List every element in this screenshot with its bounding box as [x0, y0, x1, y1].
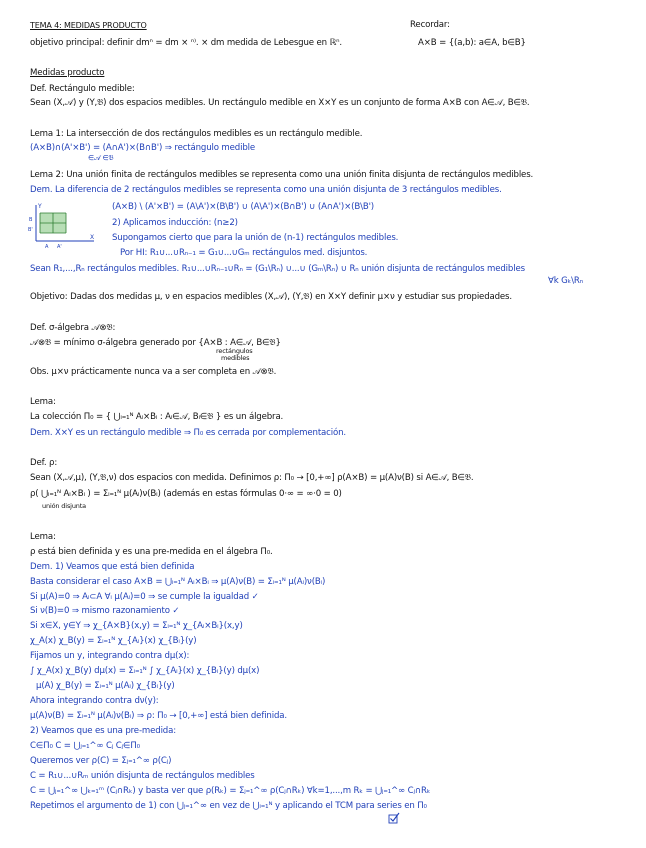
note-line: Sean (X,𝒜,μ), (Y,𝔅,ν) dos espacios con medida. Definimos ρ: Π₀ → [0,+∞] ρ(A×B) = μ(A)ν(B) si A∈𝒜, B∈𝔅.	[30, 473, 474, 483]
note-line: Basta considerar el caso A×B = ⋃ᵢ₌₁ᴺ Aᵢ×Bᵢ ⇒ μ(A)ν(B) = Σᵢ₌₁ᴺ μ(Aᵢ)ν(Bᵢ)	[30, 577, 326, 587]
note-line: medibles	[221, 354, 250, 362]
x-label: X	[90, 234, 95, 241]
note-line: ∈𝒜 ∈𝔅	[88, 154, 114, 162]
note-line: μ(A) χ_B(y) = Σᵢ₌₁ᴺ μ(Aᵢ) χ_{Bᵢ}(y)	[36, 681, 175, 691]
note-line: Dem. La diferencia de 2 rectángulos medibles se representa como una unión disjunta de 3 rectángulos medibles.	[30, 185, 502, 195]
note-line: C = ⋃ⱼ₌₁^∞ ⋃ₖ₌₁ᵐ (Cⱼ∩Rₖ) y basta ver que ρ(Rₖ) = Σⱼ₌₁^∞ ρ(Cⱼ∩Rₖ) ∀k=1,...,m Rₖ = ⋃ⱼ₌₁^∞ Cⱼ∩Rₖ	[30, 786, 431, 796]
note-line: Supongamos cierto que para la unión de (n-1) rectángulos medibles.	[112, 233, 399, 243]
note-line: Objetivo: Dadas dos medidas μ, ν en espacios medibles (X,𝒜), (Y,𝔅) en X×Y definir μ×ν y estudiar sus propiedades.	[30, 292, 512, 302]
note-line: Def. σ-álgebra 𝒜⊗𝔅:	[30, 323, 116, 333]
page-title: TEMA 4: MEDIDAS PRODUCTO	[30, 21, 147, 30]
note-line: Ahora integrando contra dν(y):	[30, 696, 159, 706]
check-icon	[388, 812, 400, 824]
note-line: ρ( ⋃ᵢ₌₁ᴺ Aᵢ×Bᵢ ) = Σᵢ₌₁ᴺ μ(Aᵢ)ν(Bᵢ) (además en estas fórmulas 0·∞ = ∞·0 = 0)	[30, 489, 342, 499]
note-line: Repetimos el argumento de 1) con ⋃ⱼ₌₁^∞ en vez de ⋃ᵢ₌₁ᴺ y aplicando el TCM para series en Π₀	[30, 801, 427, 811]
note-line: La colección Π₀ = { ⋃ᵢ₌₁ᴺ Aᵢ×Bᵢ : Aᵢ∈𝒜, Bᵢ∈𝔅 } es un álgebra.	[30, 412, 284, 422]
note-line: unión disjunta	[42, 502, 87, 510]
recordar-label: Recordar:	[410, 20, 450, 30]
note-line: μ(A)ν(B) = Σᵢ₌₁ᴺ μ(Aᵢ)ν(Bᵢ) ⇒ ρ: Π₀ → [0,+∞] está bien definida.	[30, 711, 287, 721]
note-line: 2) Aplicamos inducción: (n≥2)	[112, 218, 238, 228]
b-label: B	[29, 217, 33, 223]
cartesian-product-definition: A×B = {(a,b): a∈A, b∈B}	[418, 38, 526, 48]
note-line: Queremos ver ρ(C) = Σⱼ₌₁^∞ ρ(Cⱼ)	[30, 756, 172, 766]
note-line: Def. Rectángulo medible:	[30, 84, 135, 94]
note-line: Si x∈X, y∈Y ⇒ χ_{A×B}(x,y) = Σᵢ₌₁ᴺ χ_{Aᵢ×Bᵢ}(x,y)	[30, 621, 243, 631]
note-line: 𝒜⊗𝔅 = mínimo σ-álgebra generado por {A×B : A∈𝒜, B∈𝔅}	[30, 338, 281, 348]
a-label: A	[45, 244, 49, 249]
note-line: 2) Veamos que es una pre-medida:	[30, 726, 176, 736]
note-line: Por HI: R₁∪...∪Rₙ₋₁ = G₁∪...∪Gₘ rectángulos med. disjuntos.	[120, 248, 368, 258]
note-line: Fijamos un y, integrando contra dμ(x):	[30, 651, 190, 661]
a2-label: A'	[57, 244, 62, 249]
note-line: rectángulos	[216, 347, 253, 355]
note-line: Lema 1: La intersección de dos rectángulos medibles es un rectángulo medible.	[30, 129, 363, 139]
note-line: ∀k Gₖ\Rₙ	[548, 276, 583, 286]
note-line: Lema:	[30, 532, 56, 542]
section-title: Medidas producto	[30, 68, 105, 78]
note-line: χ_A(x) χ_B(y) = Σᵢ₌₁ᴺ χ_{Aᵢ}(x) χ_{Bᵢ}(y)	[30, 636, 197, 646]
note-line: (A×B)∩(A'×B') = (A∩A')×(B∩B') ⇒ rectángulo medible	[30, 143, 256, 153]
note-line: Dem. X×Y es un rectángulo medible ⇒ Π₀ es cerrada por complementación.	[30, 428, 346, 438]
note-line: Def. ρ:	[30, 458, 58, 468]
note-line: Si μ(A)=0 ⇒ Aᵢ⊂A ∀ᵢ μ(Aᵢ)=0 ⇒ se cumple la igualdad ✓	[30, 592, 259, 602]
note-line: C = R₁∪...∪Rₘ unión disjunta de rectángulos medibles	[30, 771, 255, 781]
note-line: Lema 2: Una unión finita de rectángulos medibles se representa como una unión finita disjunta de rectángulos medibles.	[30, 170, 534, 180]
b2-label: B'	[28, 227, 33, 233]
note-line: Sean R₁,...,Rₙ rectángulos medibles. R₁∪...∪Rₙ₋₁∪Rₙ = (G₁\Rₙ) ∪...∪ (Gₘ\Rₙ) ∪ Rₙ unión disjunta de rectángulos medibles	[30, 264, 525, 274]
note-line: Obs. μ×ν prácticamente nunca va a ser completa en 𝒜⊗𝔅.	[30, 367, 277, 377]
note-line: C∈Π₀ C = ⋃ⱼ₌₁^∞ Cⱼ Cⱼ∈Π₀	[30, 741, 140, 751]
note-line: Lema:	[30, 397, 56, 407]
note-line: Si ν(B)=0 ⇒ mismo razonamiento ✓	[30, 606, 180, 616]
note-line: ∫ χ_A(x) χ_B(y) dμ(x) = Σᵢ₌₁ᴺ ∫ χ_{Aᵢ}(x) χ_{Bᵢ}(y) dμ(x)	[30, 666, 260, 676]
objetivo-principal: objetivo principal: definir dmⁿ = dm × ⁿ⁾. × dm medida de Lebesgue en ℝⁿ.	[30, 38, 343, 48]
note-line: Dem. 1) Veamos que está bien definida	[30, 562, 195, 572]
rectangles-sketch	[28, 201, 100, 249]
note-line: Sean (X,𝒜) y (Y,𝔅) dos espacios medibles. Un rectángulo medible en X×Y es un conjunto de forma A×B con A∈𝒜, B∈𝔅.	[30, 98, 530, 108]
note-line: (A×B) \ (A'×B') = (A\A')×(B\B') ∪ (A\A')×(B∩B') ∪ (A∩A')×(B\B')	[112, 202, 374, 212]
y-label: Y	[38, 203, 42, 210]
note-line: ρ está bien definida y es una pre-medida en el álgebra Π₀.	[30, 547, 273, 557]
